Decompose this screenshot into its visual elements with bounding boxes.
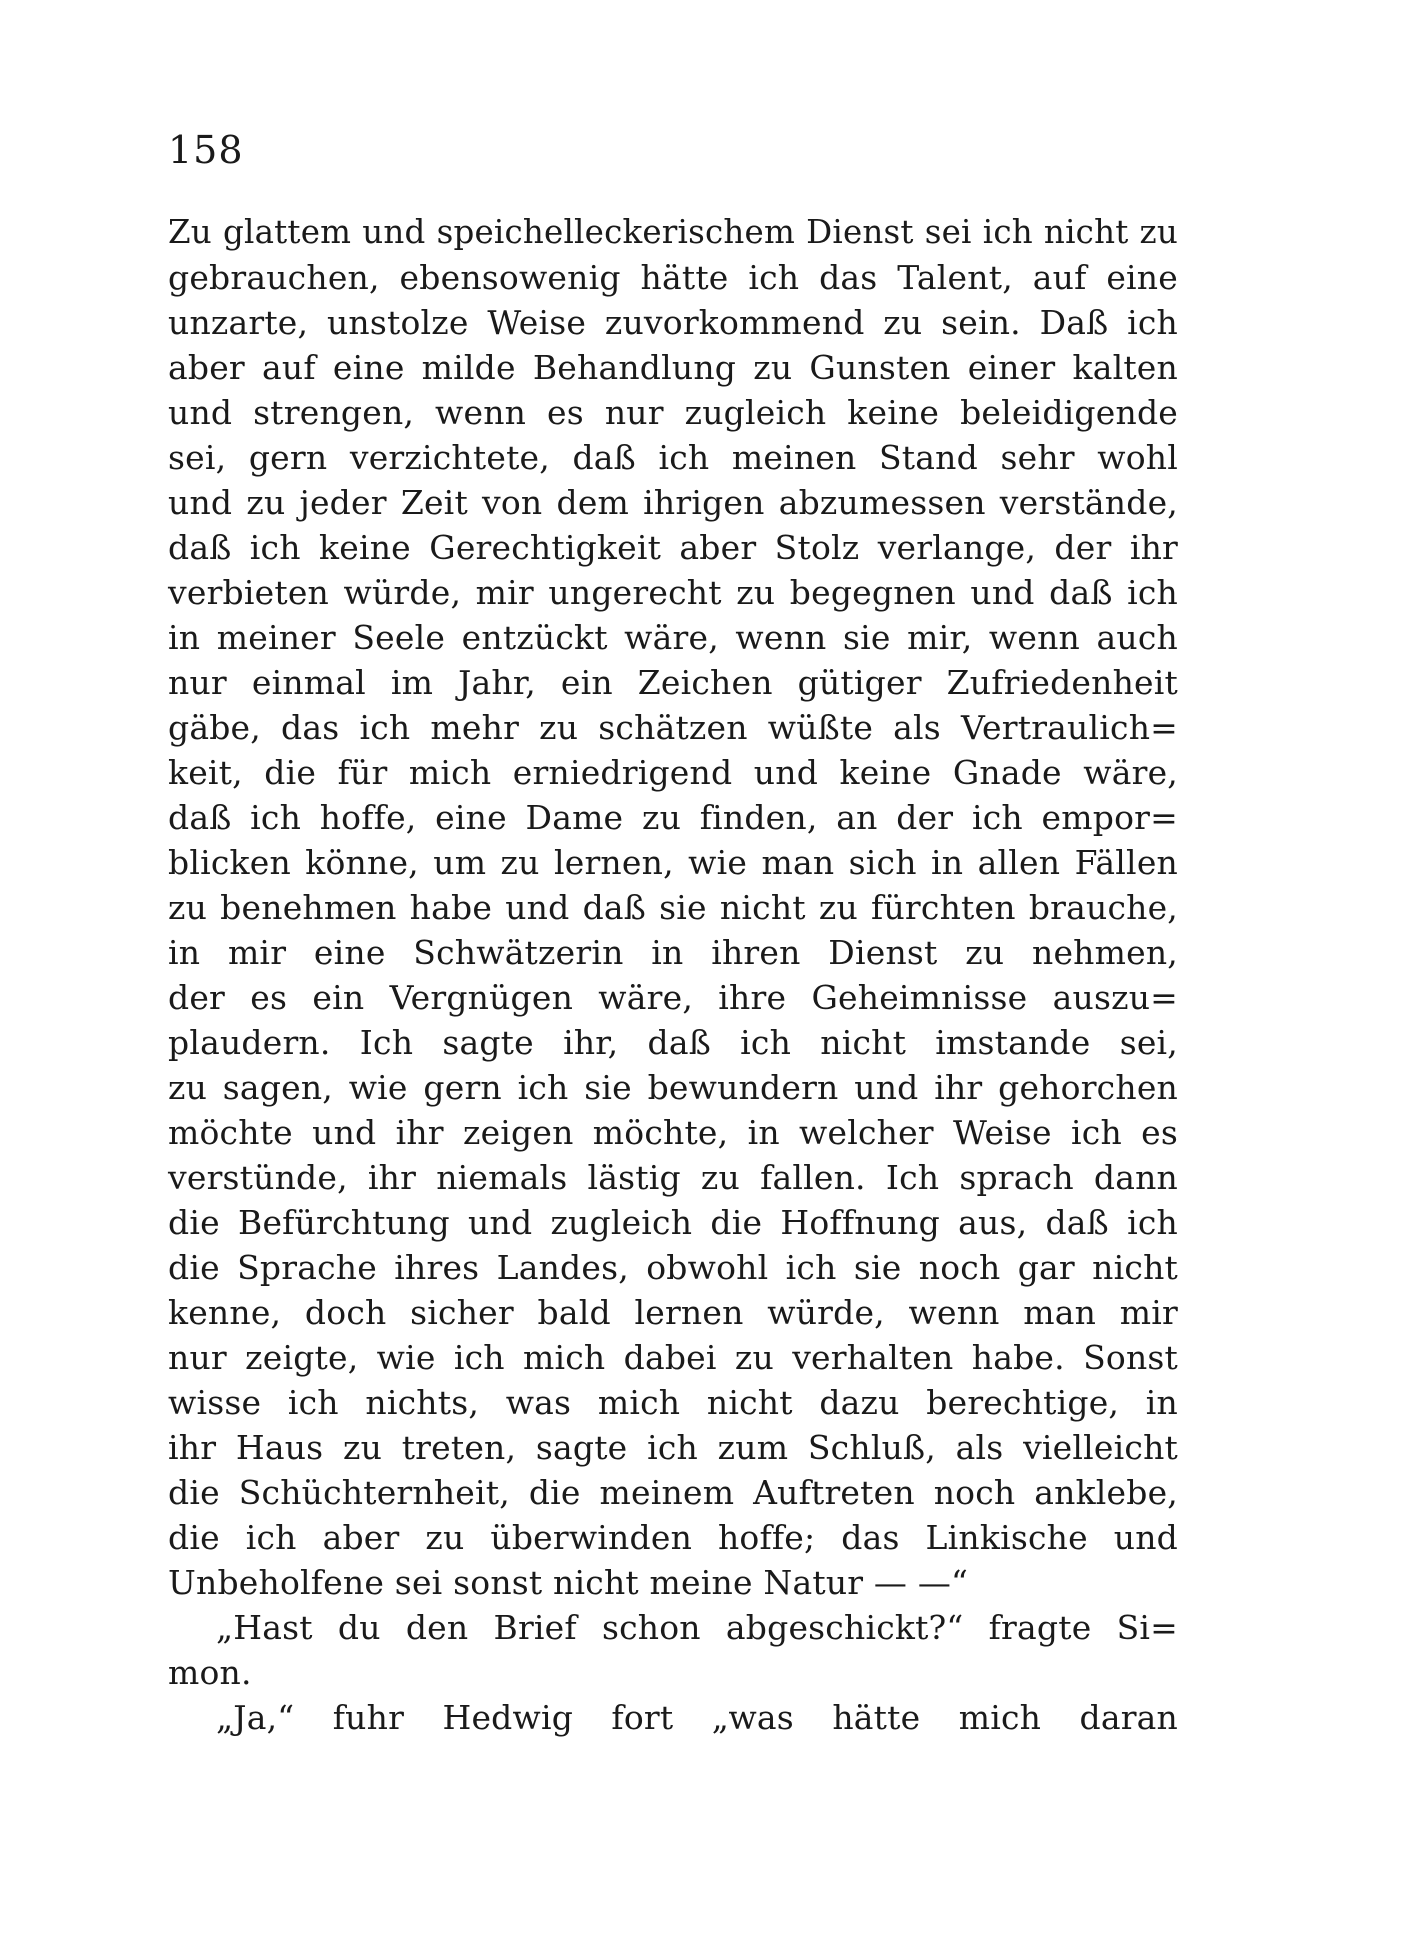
text-line: kenne, doch sicher bald lernen würde, wenn man mir — [168, 1293, 1178, 1332]
text-line-indented: „Ja,“ fuhr Hedwig fort „was hätte mich daran — [216, 1698, 1178, 1737]
text-line: gebrauchen, ebensowenig hätte ich das Talent, auf eine — [168, 258, 1178, 297]
text-line: sei, gern verzichtete, daß ich meinen Stand sehr wohl — [168, 438, 1178, 477]
text-line: wisse ich nichts, was mich nicht dazu berechtige, in — [168, 1383, 1178, 1422]
text-line: und zu jeder Zeit von dem ihrigen abzumessen verstände, — [168, 483, 1178, 522]
text-line: plaudern. Ich sagte ihr, daß ich nicht imstande sei, — [168, 1023, 1178, 1062]
text-line: möchte und ihr zeigen möchte, in welcher Weise ich es — [168, 1113, 1178, 1152]
text-line: Unbeholfene sei sonst nicht meine Natur — —“ — [168, 1563, 969, 1602]
text-line: nur zeigte, wie ich mich dabei zu verhalten habe. Sonst — [168, 1338, 1178, 1377]
text-line: verstünde, ihr niemals lästig zu fallen. Ich sprach dann — [168, 1158, 1178, 1197]
text-line: verbieten würde, mir ungerecht zu begegnen und daß ich — [168, 573, 1178, 612]
text-line: zu benehmen habe und daß sie nicht zu fürchten brauche, — [168, 888, 1178, 927]
page-number: 158 — [168, 128, 244, 172]
text-line: aber auf eine milde Behandlung zu Gunsten einer kalten — [168, 348, 1178, 387]
text-line: die Sprache ihres Landes, obwohl ich sie noch gar nicht — [168, 1248, 1178, 1287]
text-line: zu sagen, wie gern ich sie bewundern und ihr gehorchen — [168, 1068, 1178, 1107]
text-line: ihr Haus zu treten, sagte ich zum Schluß, als vielleicht — [168, 1428, 1178, 1467]
text-line: der es ein Vergnügen wäre, ihre Geheimnisse auszu= — [168, 978, 1178, 1017]
text-line: mon. — [168, 1653, 252, 1692]
text-line: die Befürchtung und zugleich die Hoffnung aus, daß ich — [168, 1203, 1178, 1242]
text-line: unzarte, unstolze Weise zuvorkommend zu sein. Daß ich — [168, 303, 1178, 342]
text-line: nur einmal im Jahr, ein Zeichen gütiger Zufriedenheit — [168, 663, 1178, 702]
text-line: in meiner Seele entzückt wäre, wenn sie mir, wenn auch — [168, 618, 1178, 657]
text-line: in mir eine Schwätzerin in ihren Dienst zu nehmen, — [168, 933, 1178, 972]
text-line: Zu glattem und speichelleckerischem Dienst sei ich nicht zu — [168, 213, 1178, 251]
text-line: gäbe, das ich mehr zu schätzen wüßte als Vertraulich= — [168, 708, 1178, 747]
text-line: daß ich hoffe, eine Dame zu finden, an der ich empor= — [168, 798, 1178, 837]
text-line: daß ich keine Gerechtigkeit aber Stolz verlange, der ihr — [168, 528, 1178, 567]
body-text — [168, 210, 1178, 1740]
text-line: keit, die für mich erniedrigend und keine Gnade wäre, — [168, 753, 1178, 792]
text-line-indented: „Hast du den Brief schon abgeschickt?“ fragte Si= — [216, 1608, 1178, 1647]
text-line: blicken könne, um zu lernen, wie man sich in allen Fällen — [168, 843, 1178, 882]
text-line: und strengen, wenn es nur zugleich keine beleidigende — [168, 393, 1178, 432]
text-line: die ich aber zu überwinden hoffe; das Linkische und — [168, 1518, 1178, 1557]
text-line: die Schüchternheit, die meinem Auftreten noch anklebe, — [168, 1473, 1178, 1512]
